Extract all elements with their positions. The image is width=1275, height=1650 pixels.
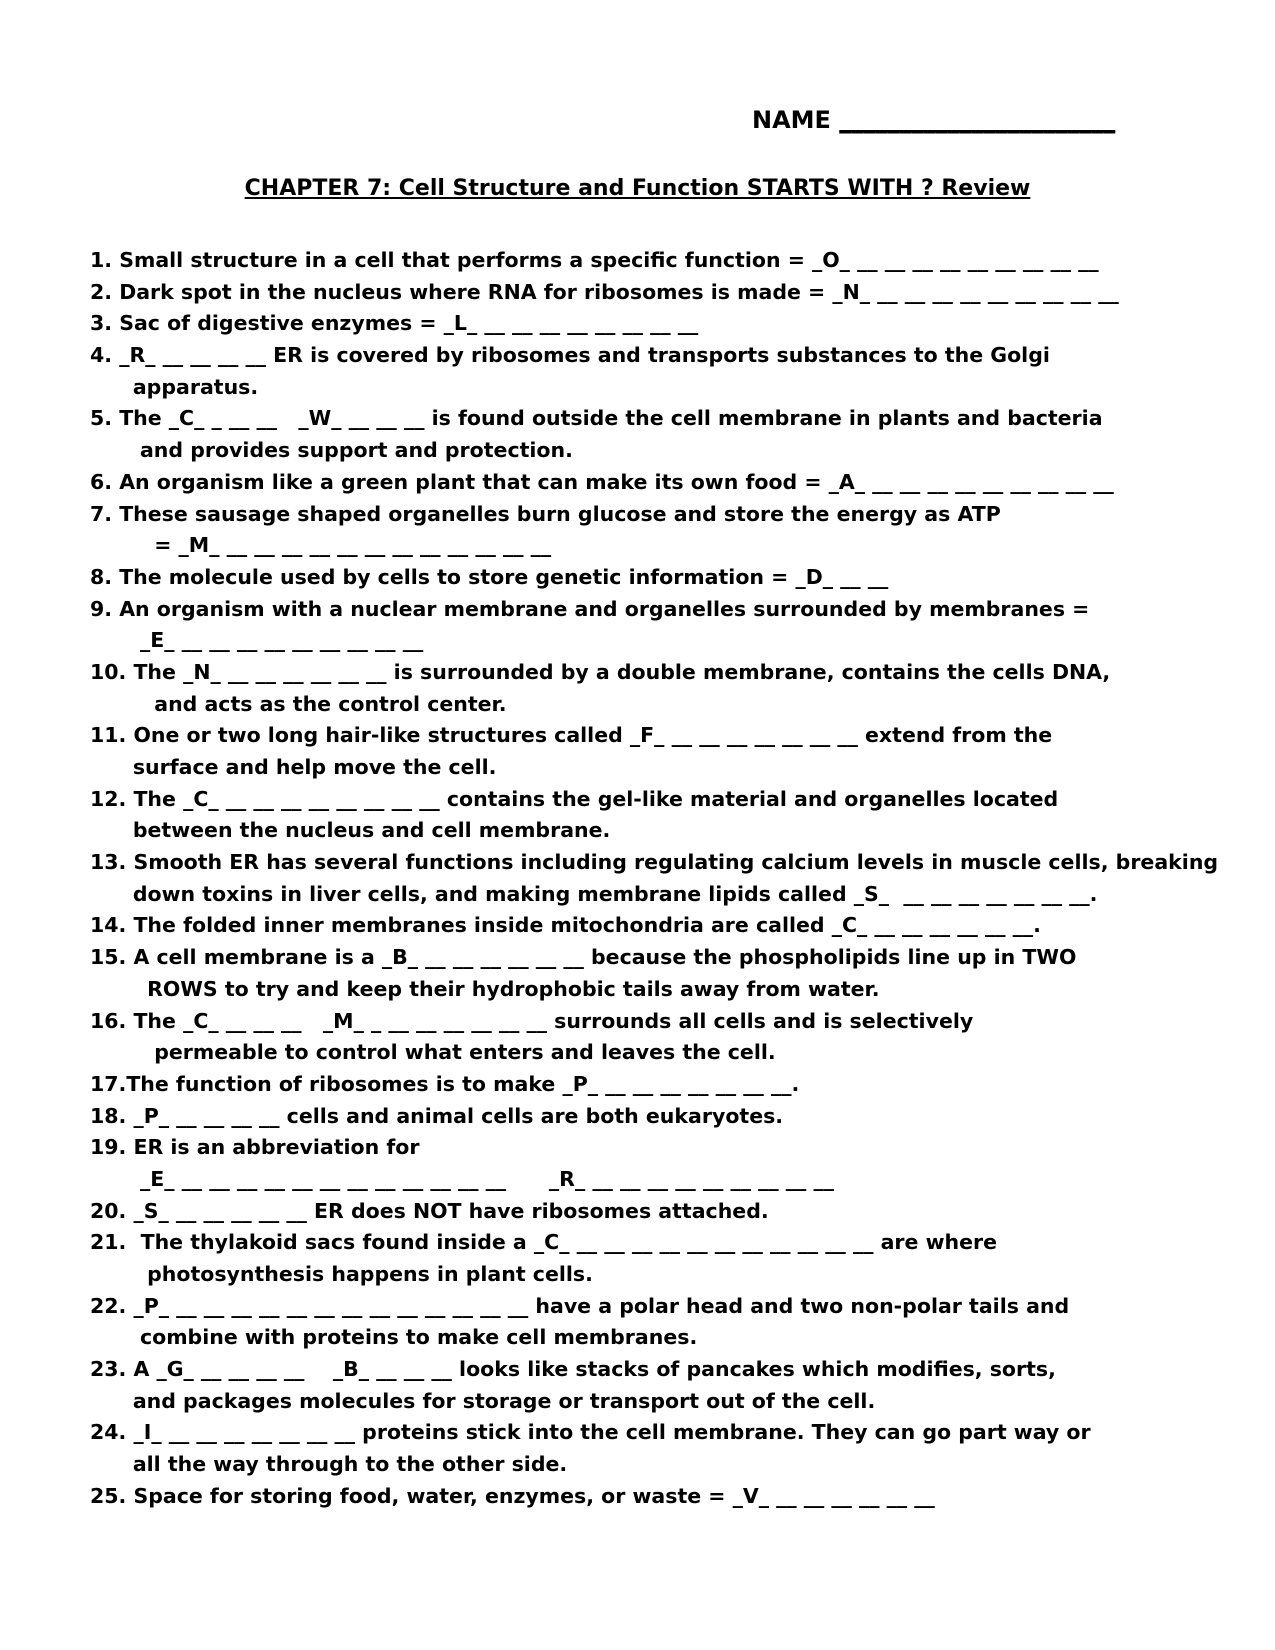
question-line: and acts as the control center. xyxy=(90,691,507,716)
name-blank: _______________________ xyxy=(839,106,1116,134)
question-line: 13. Smooth ER has several functions including regulating calcium levels in muscle cells, breaking xyxy=(90,850,1219,875)
question-line: 25. Space for storing food, water, enzymes, or waste = _V_ __ __ __ __ __ __ xyxy=(90,1483,935,1508)
question-line: 19. ER is an abbreviation for xyxy=(90,1135,420,1160)
name-field xyxy=(752,106,1115,134)
question-line: 12. The _C_ __ __ __ __ __ __ __ __ contains the gel-like material and organelles located xyxy=(90,786,1059,811)
question-line: between the nucleus and cell membrane. xyxy=(90,818,611,843)
question-line: 6. An organism like a green plant that can make its own food = _A_ __ __ __ __ __ __ __ __ __ xyxy=(90,469,1114,494)
question-line: permeable to control what enters and leaves the cell. xyxy=(90,1040,776,1065)
question-line: 17.The function of ribosomes is to make _P_ __ __ __ __ __ __ __. xyxy=(90,1071,800,1096)
question-line: 2. Dark spot in the nucleus where RNA for ribosomes is made = _N_ __ __ __ __ __ __ __ __ __ xyxy=(90,279,1119,304)
worksheet-title: CHAPTER 7: Cell Structure and Function STARTS WITH ? Review xyxy=(244,176,1031,201)
question-line: and packages molecules for storage or transport out of the cell. xyxy=(90,1388,876,1413)
question-line: 18. _P_ __ __ __ __ cells and animal cells are both eukaryotes. xyxy=(90,1103,784,1128)
question-line: all the way through to the other side. xyxy=(90,1452,568,1477)
question-line: 1. Small structure in a cell that performs a specific function = _O_ __ __ __ __ __ __ __ __ __ xyxy=(90,248,1099,272)
question-line: = _M_ __ __ __ __ __ __ __ __ __ __ __ __ xyxy=(90,533,552,558)
question-line: ROWS to try and keep their hydrophobic tails away from water. xyxy=(90,976,880,1001)
question-line: 14. The folded inner membranes inside mitochondria are called _C_ __ __ __ __ __ __. xyxy=(90,913,1041,938)
question-line: 3. Sac of digestive enzymes = _L_ __ __ __ __ __ __ __ __ xyxy=(90,311,699,336)
question-line: 16. The _C_ __ __ __ _M_ _ __ __ __ __ __ __ surrounds all cells and is selectively xyxy=(90,1008,974,1033)
question-line: surface and help move the cell. xyxy=(90,755,497,779)
question-line: 7. These sausage shaped organelles burn glucose and store the energy as ATP xyxy=(90,501,1001,526)
question-line: 24. _I_ __ __ __ __ __ __ __ proteins stick into the cell membrane. They can go part way or xyxy=(90,1420,1091,1445)
question-line: 10. The _N_ __ __ __ __ __ __ is surrounded by a double membrane, contains the cells DNA, xyxy=(90,659,1111,684)
question-line: _E_ __ __ __ __ __ __ __ __ __ __ __ __ _R_ __ __ __ __ __ __ __ __ __ xyxy=(90,1166,834,1191)
question-line: _E_ __ __ __ __ __ __ __ __ __ xyxy=(90,628,424,653)
question-line: 22. _P_ __ __ __ __ __ __ __ __ __ __ __ __ __ have a polar head and two non-polar tails and xyxy=(90,1293,1070,1318)
question-line: down toxins in liver cells, and making membrane lipids called _S_ __ __ __ __ __ __ __. xyxy=(90,881,1098,906)
question-line: apparatus. xyxy=(90,374,259,399)
question-line: 15. A cell membrane is a _B_ __ __ __ __ __ __ because the phospholipids line up in TWO xyxy=(90,945,1077,970)
question-line: photosynthesis happens in plant cells. xyxy=(90,1262,593,1286)
question-line: 4. _R_ __ __ __ __ ER is covered by ribosomes and transports substances to the Golgi xyxy=(90,343,1050,368)
question-line: 23. A _G_ __ __ __ __ _B_ __ __ __ looks like stacks of pancakes which modifies, sorts, xyxy=(90,1357,1056,1382)
question-line: 21. The thylakoid sacs found inside a _C_ __ __ __ __ __ __ __ __ __ __ __ are where xyxy=(90,1230,998,1255)
question-line: 11. One or two long hair-like structures called _F_ __ __ __ __ __ __ __ extend from the xyxy=(90,723,1053,748)
question-list xyxy=(90,245,1220,1513)
question-line: combine with proteins to make cell membranes. xyxy=(90,1325,698,1350)
question-line: 20. _S_ __ __ __ __ __ ER does NOT have ribosomes attached. xyxy=(90,1198,769,1223)
question-line: 8. The molecule used by cells to store genetic information = _D_ __ __ xyxy=(90,564,889,589)
question-line: and provides support and protection. xyxy=(90,438,573,463)
question-line: 9. An organism with a nuclear membrane and organelles surrounded by membranes = xyxy=(90,596,1090,621)
name-label: NAME xyxy=(752,106,831,134)
question-line: 5. The _C_ _ __ __ _W_ __ __ __ is found outside the cell membrane in plants and bacteria xyxy=(90,406,1103,431)
